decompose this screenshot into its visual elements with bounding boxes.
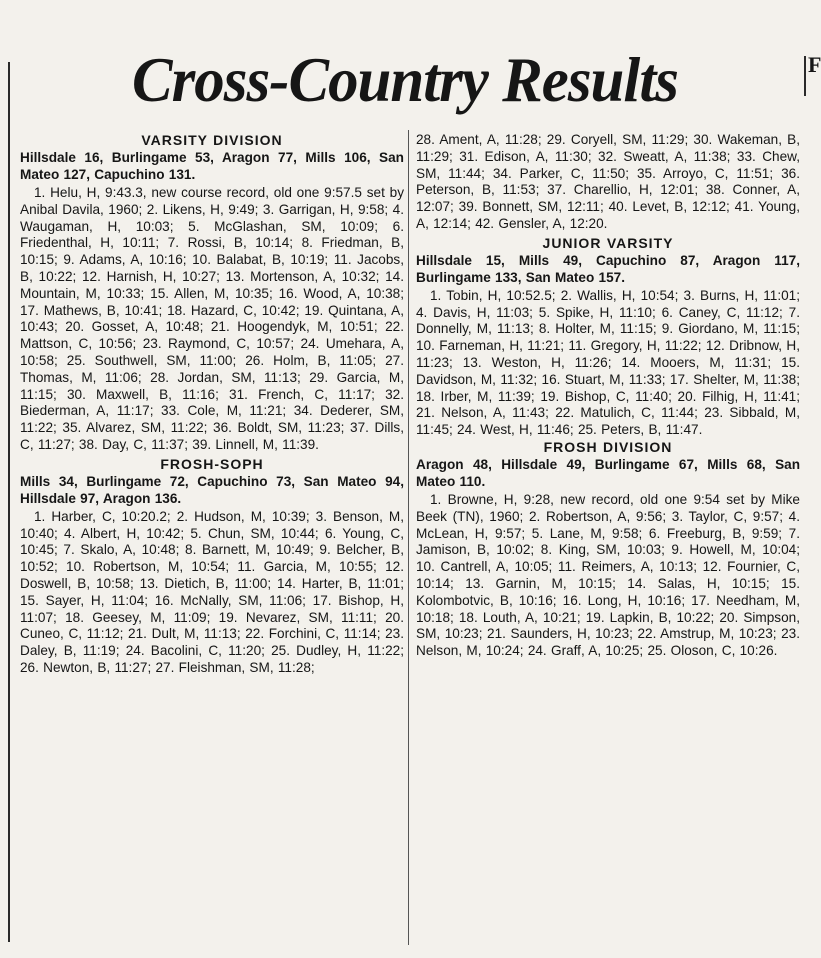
frosh-soph-team-scores: Mills 34, Burlingame 72, Capuchino 73, San Mateo 94, Hillsdale 97, Aragon 136. [20, 473, 404, 506]
frosh-soph-heading: FROSH-SOPH [160, 455, 264, 472]
varsity-team-scores: Hillsdale 16, Burlingame 53, Aragon 77, Mills 106, San Mateo 127, Capuchino 131. [20, 150, 404, 182]
varsity-results: 1. Helu, H, 9:43.3, new course record, old one 9:57.5 set by Anibal Davila, 1960; 2. Likens, H, 9:49; 3. Garrigan, H, 9:58; 4. Waugaman, H, 10:03; 5. McGlashan, SM, 10:09; 6. Friedenthal, H, 10:11; 7. Rossi, B, 10:14; 8. Friedman, B, 10:15; 9. Adams, A, 10:16; 10. Balabat, B, 10:19; 11. Jacobs, B, 10:22; 12. Harnish, H, 10:27; 13. Mortenson, A, 10:32; 14. Mountain, M, 10:33; 15. Allen, M, 10:35; 16. Wood, A, 10:38; 17. Mathews, B, 10:41; 18. Hazard, C, 10:42; 19. Quintana, A, 10:43; 20. Gosset, A, 10:48; 21. Hoogendyk, M, 10:51; 22. Mattson, C, 10:56; 23. Raymond, C, 10:57; 24. Umehara, A, 10:58; 25. Southwell, SM, 11:00; 26. Holm, B, 11:05; 27. Thomas, M, 11:06; 28. Jordan, SM, 11:13; 29. Garcia, M, 11:15; 30. Maxwell, B, 11:16; 31. French, C, 11:17; 32. Biederman, A, 11:17; 33. Cole, M, 11:21; 34. Dederer, SM, 11:22; 35. Alvarez, SM, 11:22; 36. Boldt, SM, 11:23; 37. Dills, C, 11:27; 38. Day, C, 11:37; 39. Linnell, M, 11:39. [20, 185, 404, 452]
junior-varsity-results: 1. Tobin, H, 10:52.5; 2. Wallis, H, 10:54; 3. Burns, H, 11:01; 4. Davis, H, 11:03; 5. Spike, H, 11:10; 6. Caney, C, 11:12; 7. Donnelly, M, 11:13; 8. Holter, M, 11:15; 9. Giordano, M, 11:15; 10. Farneman, H, 11:21; 11. Gregory, H, 11:22; 12. Dribnow, H, 11:23; 13. Weston, H, 11:26; 14. Mooers, M, 11:31; 15. Davidson, M, 11:32; 16. Stuart, M, 11:33; 17. Shelter, M, 11:38; 18. Irber, M, 11:39; 19. Bishop, C, 11:40; 20. Filhig, H, 11:41; 21. Nelson, A, 11:43; 22. Matulich, C, 11:44; 23. Sibbald, M, 11:45; 24. West, H, 11:46; 25. Peters, B, 11:47. [416, 287, 800, 438]
right-column [416, 132, 800, 660]
frosh-heading: FROSH DIVISION [543, 438, 673, 455]
left-column [20, 132, 404, 677]
right-column-rule [804, 56, 806, 96]
junior-varsity-team-scores: Hillsdale 15, Mills 49, Capuchino 87, Aragon 117, Burlingame 133, San Mateo 157. [416, 252, 800, 285]
frosh-team-scores: Aragon 48, Hillsdale 49, Burlingame 67, Mills 68, San Mateo 110. [416, 456, 800, 489]
column-divider [408, 130, 409, 945]
adjacent-column-fragment: F [808, 52, 821, 77]
junior-varsity-heading: JUNIOR VARSITY [542, 234, 674, 251]
varsity-heading: VARSITY DIVISION [141, 132, 283, 148]
varsity-results-continued: 28. Ament, A, 11:28; 29. Coryell, SM, 11:29; 30. Wakeman, B, 11:29; 31. Edison, A, 11:30; 32. Sweatt, A, 11:38; 33. Chew, SM, 11:44; 34. Parker, C, 11:50; 35. Arroyo, C, 11:51; 36. Peterson, B, 11:53; 37. Charellio, H, 12:01; 38. Conner, A, 12:07; 39. Bonnett, SM, 12:11; 40. Levet, B, 12:12; 41. Young, A, 12:14; 42. Gensler, A, 12:20. [416, 132, 800, 231]
frosh-results: 1. Browne, H, 9:28, new record, old one 9:54 set by Mike Beek (TN), 1960; 2. Robertson, A, 9:56; 3. Taylor, C, 9:57; 4. McLean, H, 9:57; 5. Lane, M, 9:58; 6. Freeburg, B, 9:59; 7. Jamison, B, 10:02; 8. King, SM, 10:03; 9. Howell, M, 10:04; 10. Cantrell, A, 10:05; 11. Reimers, A, 10:13; 12. Fournier, C, 10:14; 13. Garnin, M, 10:15; 14. Salas, H, 10:15; 15. Kolombotvic, B, 10:16; 16. Long, H, 10:16; 17. Needham, M, 10:18; 18. Louth, A, 10:21; 19. Lapkin, B, 10:22; 20. Simpson, SM, 10:23; 21. Saunders, H, 10:23; 22. Amstrup, M, 10:23; 23. Nelson, M, 10:24; 24. Graff, A, 10:25; 25. Oloson, C, 10:26. [416, 491, 800, 659]
headline: Cross-Country Results [131, 44, 679, 115]
frosh-soph-results: 1. Harber, C, 10:20.2; 2. Hudson, M, 10:39; 3. Benson, M, 10:40; 4. Albert, H, 10:42; 5. Chun, SM, 10:44; 6. Young, C, 10:45; 7. Skalo, A, 10:48; 8. Barnett, M, 10:49; 9. Belcher, B, 10:52; 10. Robertson, M, 10:54; 11. Garcia, M, 10:55; 12. Doswell, B, 10:58; 13. Dietich, B, 11:00; 14. Harter, B, 11:01; 15. Sayer, H, 11:04; 16. McNally, SM, 11:06; 17. Bishop, H, 11:07; 18. Geesey, M, 11:09; 19. Nevarez, SM, 11:11; 20. Cuneo, C, 11:12; 21. Dult, M, 11:13; 22. Forchini, C, 11:14; 23. Daley, B, 11:19; 24. Bacolini, C, 11:20; 25. Dudley, H, 11:22; 26. Newton, B, 11:27; 27. Fleishman, SM, 11:28; [20, 508, 404, 675]
left-column-rule [8, 62, 10, 942]
